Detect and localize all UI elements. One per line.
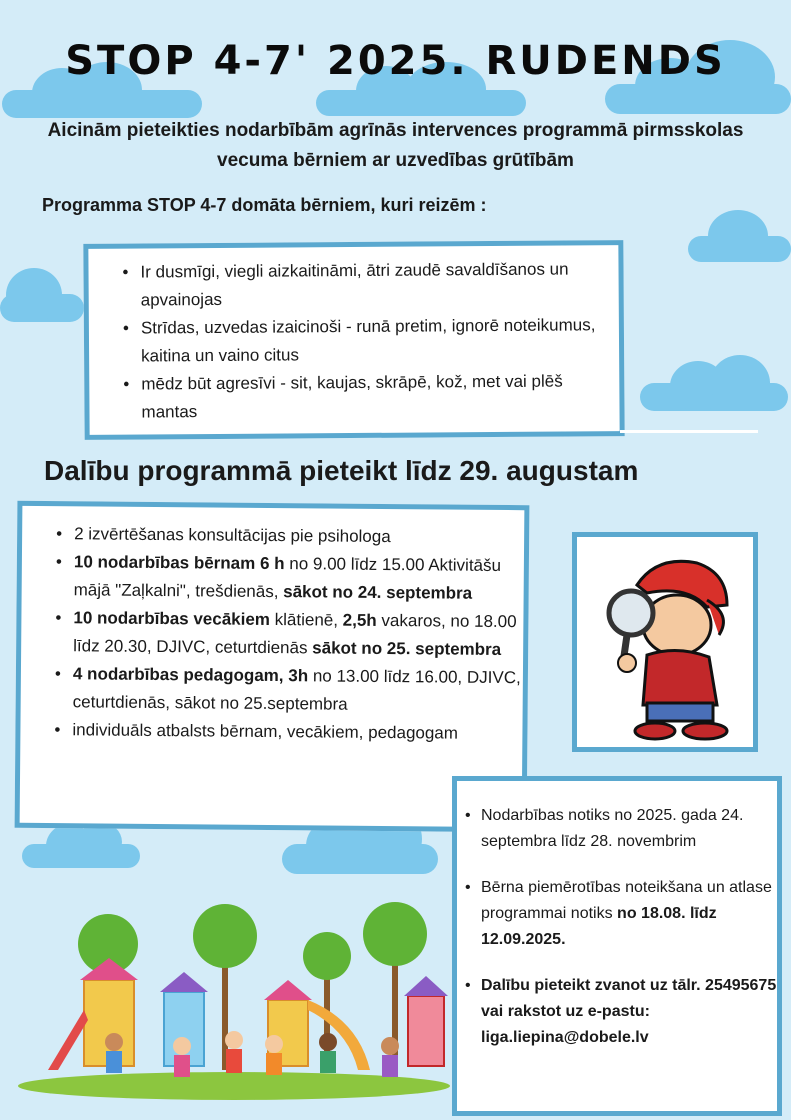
item-text: vakaros, no 18.00 līdz 20.30, DJIVC, ceturtdienās [73,610,517,658]
item-bold: 10 nodarbības bērnam 6 h [73,552,285,574]
list-item [465,973,780,1051]
page-title: STOP 4-7' 2025. RUDENDS [65,38,726,84]
behavior-list [118,255,599,426]
info-list [465,803,780,1071]
cloud [688,208,791,262]
item-text: no 13.00 līdz 16.00, DJIVC, ceturtdienās, sākot no 25.septembra [72,666,521,714]
item-bold: sākot no 24. septembra [283,582,473,603]
item-text: individuāls atbalsts bērnam, vecākiem, pedagogam [72,720,459,743]
list-item [51,604,526,664]
deadline-heading: Dalību programmā pieteikt līdz 29. augustam [44,455,639,486]
illustration-box [572,532,758,752]
behavior-box [83,240,624,440]
item-bold: sākot no 25. septembra [312,638,502,659]
item-text: Bērna piemērotības noteikšana un atlase programmai notiks [481,879,772,922]
intro-text: Aicinām pieteikties nodarbībām agrīnās intervences programmā pirmsskolas vecuma bērniem ar uzvedības grūtībām [47,120,744,171]
list-item: • Strīdas, uzvedas izaicinoši - runā pretim, ignorē noteikumus, kaitina un vaino citus [119,311,599,370]
item-text: 2 izvērtēšanas konsultācijas pie psihologa [74,524,391,547]
list-item: • mēdz būt agresīvi - sit, kaujas, skrāpē, kož, met vai plēš mantas [119,367,599,426]
item-bold: 4 nodarbības pedagogam, 3h [72,664,309,686]
playground-illustration [18,900,450,1100]
offer-list [50,520,527,748]
item-text: no 9.00 līdz 15.00 Aktivitāšu mājā "Zaļkalni", trešdienās, [73,554,502,602]
item-bold: 10 nodarbības vecākiem [73,608,271,629]
item-text: klātienē, [269,609,343,630]
list-item [465,803,780,855]
detective-kid-illustration [587,545,749,745]
list-item [50,716,525,748]
divider [620,430,758,433]
item-text: Nodarbības notiks no 2025. gada 24. septembra līdz 28. novembrim [481,807,744,850]
contact-text: Dalību pieteikt zvanot uz tālr. 25495675 vai rakstot uz e-pastu: liga.liepina@dobele.lv [481,977,777,1046]
list-item [52,520,527,552]
lead-text: Programma STOP 4-7 domāta bērniem, kuri reizēm : [42,195,487,215]
cloud [0,268,84,322]
cloud [640,355,788,411]
item-bold: no 18.08. līdz 12.09.2025. [481,905,717,948]
info-box [452,776,782,1116]
list-item [465,875,780,953]
item-bold: 2,5h [342,610,377,630]
list-item [51,660,526,720]
cloud [22,822,140,868]
list-item [52,548,527,608]
list-item: • Ir dusmīgi, viegli aizkaitināmi, ātri zaudē savaldīšanos un apvainojas [118,255,598,314]
